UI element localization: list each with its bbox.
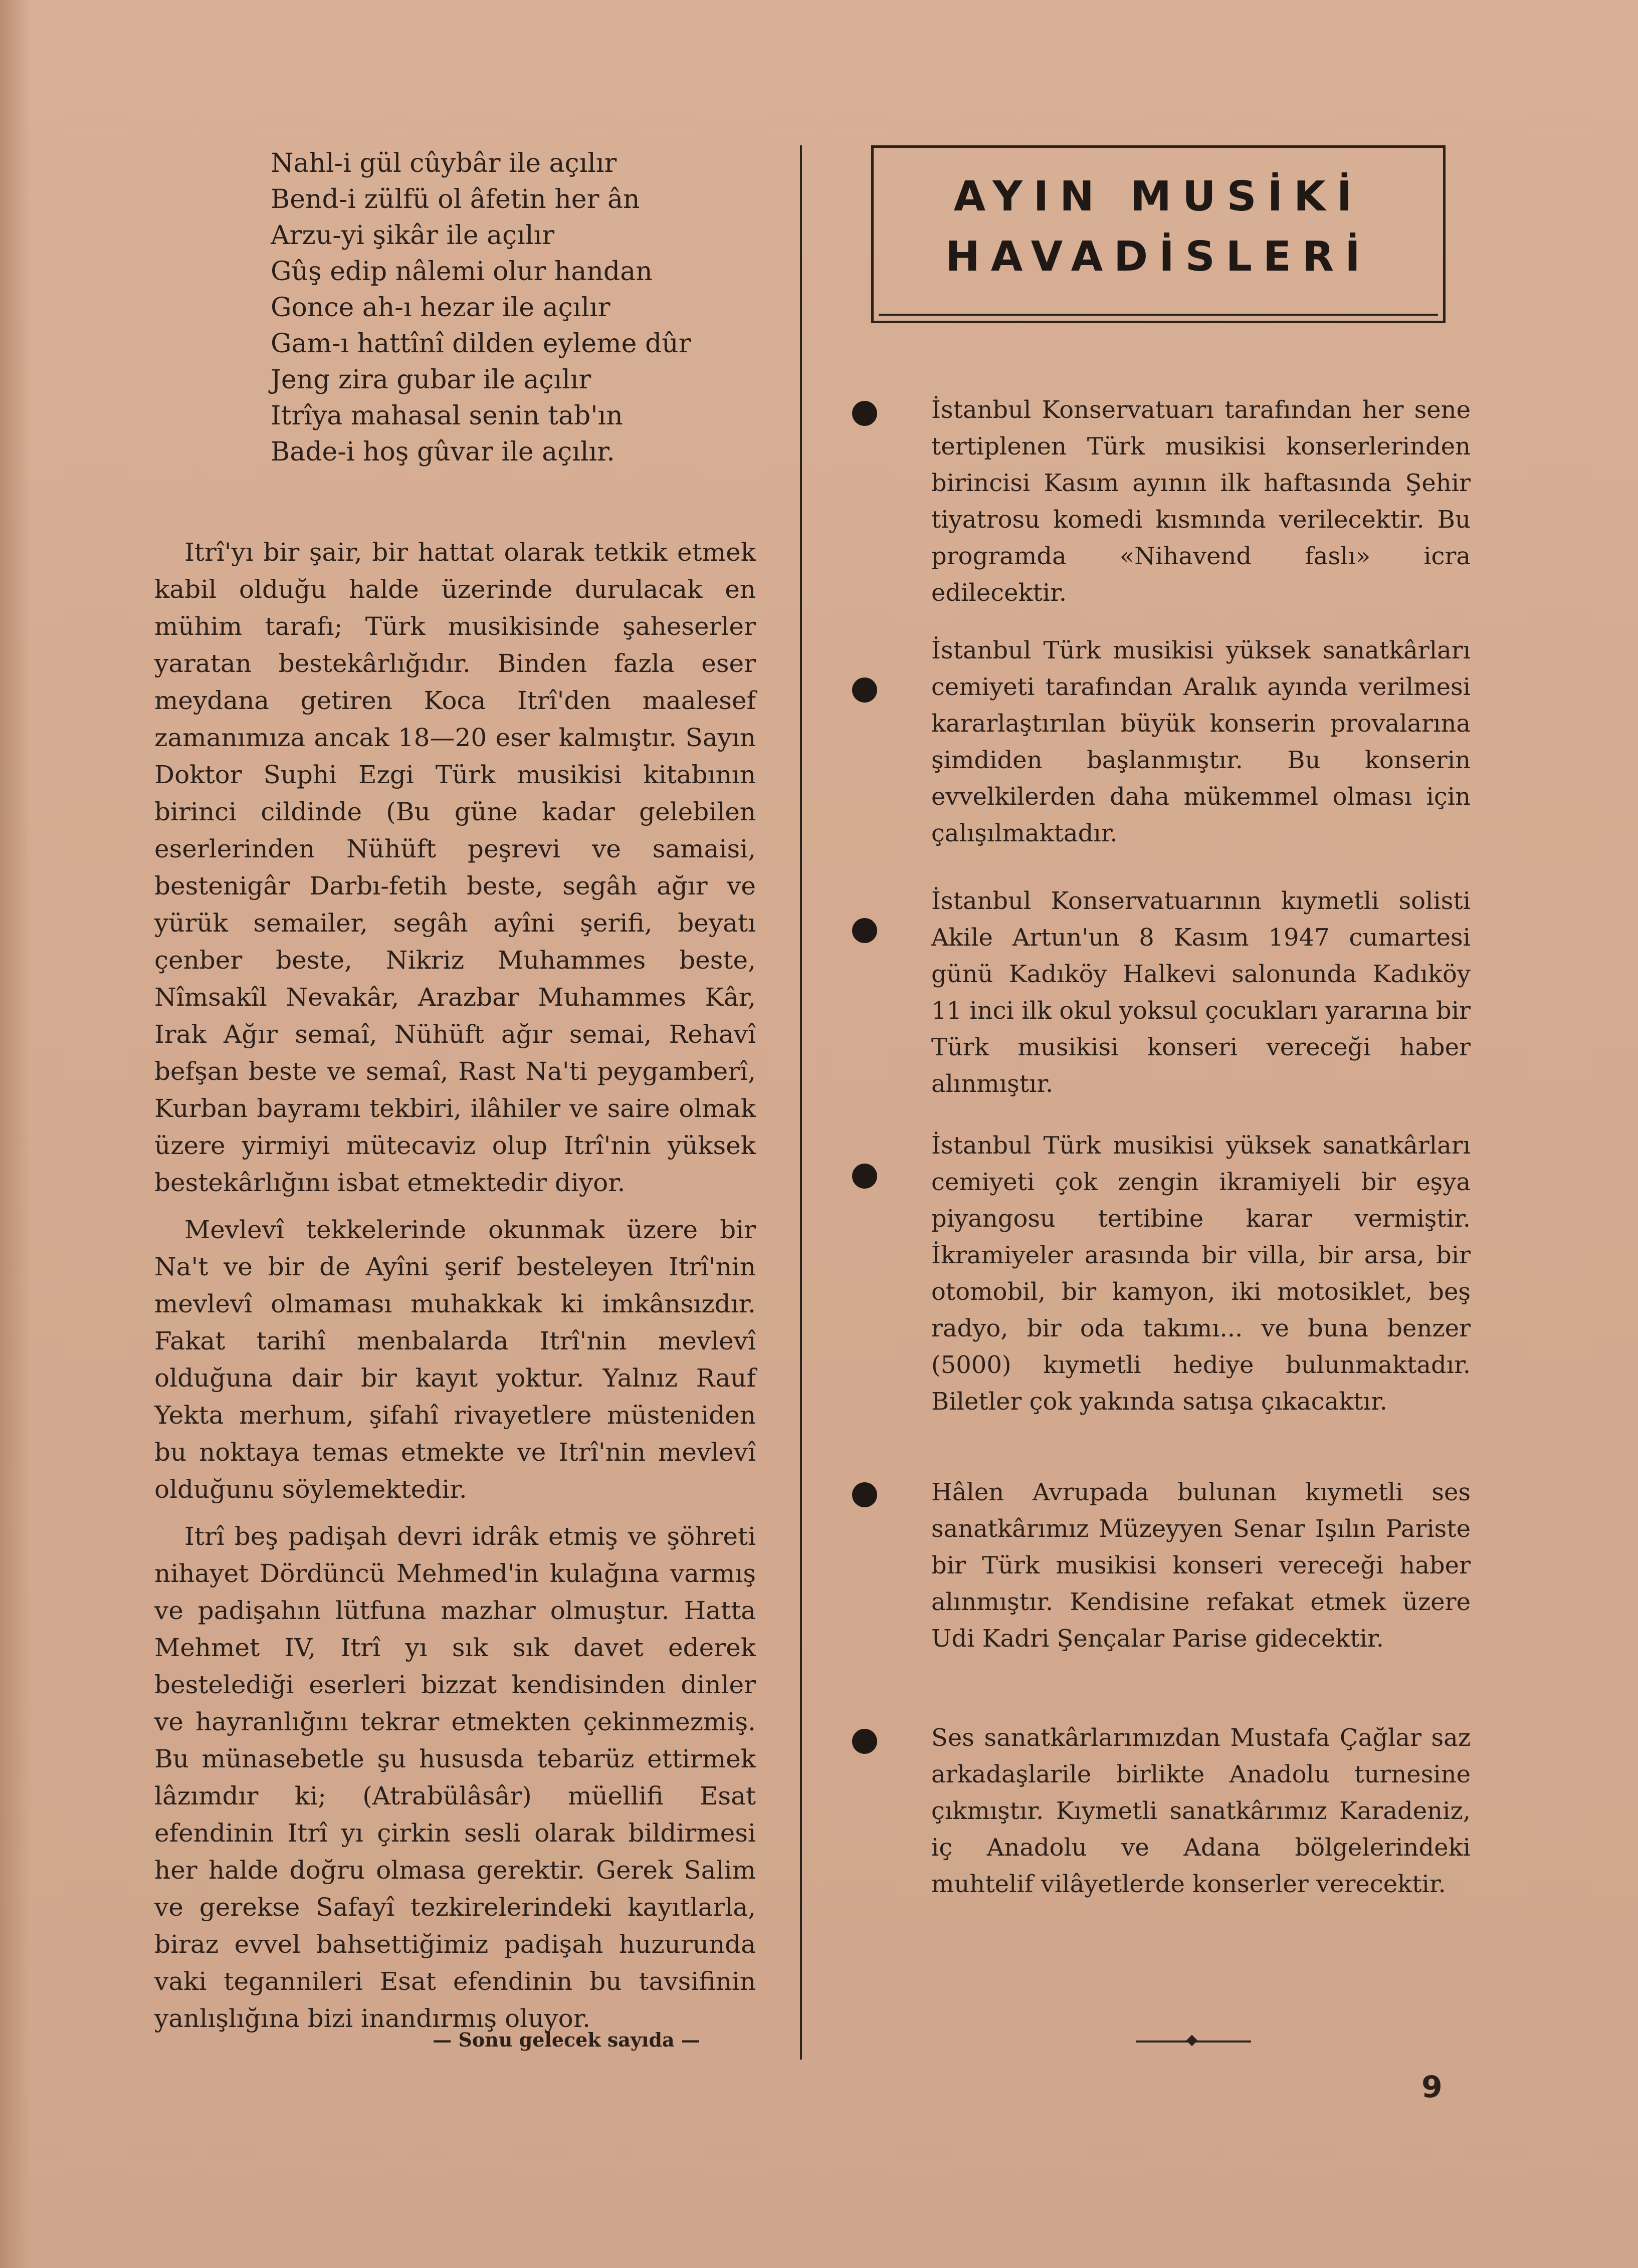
poem-line: Itrîya mahasal senin tab'ın (271, 401, 623, 431)
poem-line: Arzu-yi şikâr ile açılır (271, 220, 555, 251)
poem-line: Jeng zira gubar ile açılır (271, 365, 591, 395)
page-edge-shadow (0, 0, 30, 2268)
header-title-line1: AYIN MUSİKİ (953, 173, 1363, 220)
itri-article (154, 534, 756, 2047)
column-divider (800, 145, 802, 2060)
article-paragraph: Itrî beş padişah devri idrâk etmiş ve şöhreti nihayet Dördüncü Mehmed'in kulağına varmış ve padişahın lütfuna mazhar olmuştur. Hatta Mehmet IV, Itrî yı sık sık davet ederek bestelediği eserleri bizzat kendisinden dinler ve hayranlığını tekrar etmekten çekinmezmiş. Bu münasebetle şu hususda tebarüz ettirmek lâzımdır ki; (Atrabülâsâr) müellifi Esat efendinin Itrî yı çirkin sesli olarak bildirmesi her halde doğru olmasa gerektir. Gerek Salim ve gerekse Safayî tezkirelerindeki kayıtlarla, biraz evvel bahsettiğimiz padişah huzurunda vaki tegannileri Esat efendinin bu tavsifinin yanlışlığına bizi inandırmış oluyor. (154, 1522, 756, 2033)
poem-line: Gûş edip nâlemi olur handan (271, 257, 653, 287)
news-item: İstanbul Konservatuarı tarafından her sene tertiplenen Türk musikisi konserlerinden birincisi Kasım ayının ilk haftasında Şehir tiyatrosu komedi kısmında verilecektir. Bu programda «Nihavend faslı» icra edilecektir. (931, 396, 1471, 607)
bullet-icon (852, 918, 877, 943)
poem-line: Gonce ah-ı hezar ile açılır (271, 293, 610, 323)
article-paragraph: Itrî'yı bir şair, bir hattat olarak tetkik etmek kabil olduğu halde üzerinde durulacak en mühim tarafı; Türk musikisinde şaheserler yaratan bestekârlığıdır. Binden fazla eser meydana getiren Koca Itrî'den maalesef zamanımıza ancak 18—20 eser kalmıştır. Sayın Doktor Suphi Ezgi Türk musikisi kitabının birinci cildinde (Bu güne kadar gelebilen eserlerinden Nühüft peşrevi ve samaisi, bestenigâr Darbı-fetih beste, segâh ağır ve yürük semailer, segâh ayîni şerifi, beyatı çenber beste, Nikriz Muhammes beste, Nîmsakîl Nevakâr, Arazbar Muhammes Kâr, Irak Ağır semaî, Nühüft ağır semai, Rehavî befşan beste ve semaî, Rast Na'ti peygamberî, Kurban bayramı tekbiri, ilâhiler ve saire olmak üzere yirmiyi mütecaviz olup Itrî'nin yüksek bestekârlığını isbat etmektedir diyor. (154, 538, 756, 1197)
news-item: İstanbul Türk musikisi yüksek sanatkârları cemiyeti tarafından Aralık ayında verilmesi kararlaştırılan büyük konserin provalarına şimdiden başlanmıştır. Bu konserin evvelkilerden daha mükemmel olması için çalışılmaktadır. (931, 636, 1471, 847)
bullet-icon (852, 401, 877, 426)
poem-line: Nahl-i gül cûybâr ile açılır (271, 148, 617, 178)
news-header-box (871, 145, 1446, 323)
poem-line: Bend-i zülfü ol âfetin her ân (271, 184, 640, 214)
bullet-icon (852, 1164, 877, 1189)
article-paragraph: Mevlevî tekkelerinde okunmak üzere bir Na't ve bir de Ayîni şerif besteleyen Itrî'nin mevlevî olmaması muhakkak ki imkânsızdır. Fakat tarihî menbalarda Itrî'nin mevlevî olduğuna dair bir kayıt yoktur. Yalnız Rauf Yekta merhum, şifahî rivayetlere müsteniden bu noktaya temas etmekte ve Itrî'nin mevlevî olduğunu söylemektedir. (154, 1215, 756, 1504)
bullet-icon (852, 1482, 877, 1507)
poem-line: Gam-ı hattînî dilden eyleme dûr (271, 329, 691, 359)
news-item: Hâlen Avrupada bulunan kıymetli ses sanatkârımız Müzeyyen Senar Işılın Pariste bir Türk musikisi konseri vereceği haber alınmıştır. Kendisine refakat etmek üzere Udi Kadri Şençalar Parise gidecektir. (931, 1478, 1471, 1653)
continued-note: — Sonu gelecek sayıda — (433, 2028, 700, 2051)
news-item: Ses sanatkârlarımızdan Mustafa Çağlar saz arkadaşlarile birlikte Anadolu turnesine çıkmıştır. Kıymetli sanatkârımız Karadeniz, iç Anadolu ve Adana bölgelerindeki muhtelif vilâyetlerde konserler verecektir. (931, 1724, 1471, 1898)
end-ornament-diamond (1186, 2035, 1198, 2047)
page-number: 9 (1421, 2070, 1443, 2105)
bullet-icon (852, 1729, 877, 1754)
news-item: İstanbul Konservatuarının kıymetli solisti Akile Artun'un 8 Kasım 1947 cumartesi günü Kadıköy Halkevi salonunda Kadıköy 11 inci ilk okul yoksul çocukları yararına bir Türk musikisi konseri vereceği haber alınmıştır. (931, 887, 1471, 1098)
header-title-line2: HAVADİSLERİ (945, 233, 1371, 281)
bullet-icon (852, 677, 877, 703)
poem-line: Bade-i hoş gûvar ile açılır. (271, 437, 615, 467)
news-item: İstanbul Türk musikisi yüksek sanatkârları cemiyeti çok zengin ikramiyeli bir eşya piyangosu tertibine karar vermiştir. İkramiyeler arasında bir villa, bir arsa, bir otomobil, bir kamyon, iki motosiklet, beş radyo, bir oda takımı... ve buna benzer (5000) kıymetli hediye bulunmaktadır. Biletler çok yakında satışa çıkacaktır. (931, 1131, 1471, 1416)
poem-block (271, 145, 772, 470)
